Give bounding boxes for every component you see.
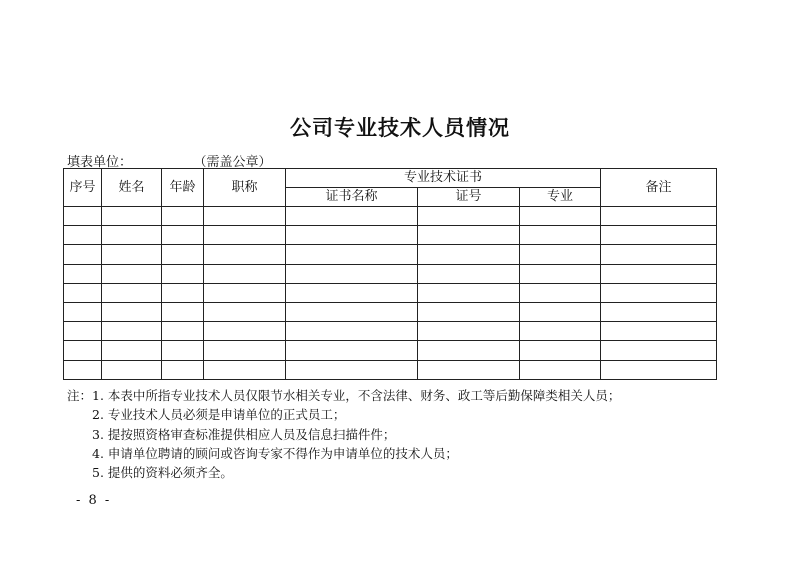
page-title: 公司专业技术人员情况: [290, 116, 510, 140]
table-cell[interactable]: [162, 322, 204, 341]
table-cell[interactable]: [204, 283, 286, 302]
table-cell[interactable]: [286, 341, 418, 360]
table-row: [64, 283, 717, 302]
table-row: [64, 226, 717, 245]
table-cell[interactable]: [601, 245, 717, 264]
table-cell[interactable]: [418, 207, 520, 226]
page-number: - 8 -: [76, 493, 112, 508]
table-cell[interactable]: [64, 283, 102, 302]
table-cell[interactable]: [102, 302, 162, 321]
table-cell[interactable]: [286, 226, 418, 245]
table-cell[interactable]: [162, 360, 204, 379]
table-cell[interactable]: [601, 341, 717, 360]
fill-in-label: 填表单位：: [67, 155, 133, 170]
table-cell[interactable]: [64, 360, 102, 379]
note-line: 注：1. 本表中所指专业技术人员仅限节水相关专业，不含法律、财务、政工等后勤保障类相关人员；: [67, 388, 621, 403]
table-cell[interactable]: [162, 226, 204, 245]
note-line: 2. 专业技术人员必须是申请单位的正式员工；: [92, 407, 346, 423]
table-cell[interactable]: [418, 360, 520, 379]
staff-table: [63, 168, 717, 380]
table-cell[interactable]: [102, 245, 162, 264]
table-cell[interactable]: [162, 341, 204, 360]
table-cell[interactable]: [102, 207, 162, 226]
table-cell[interactable]: [64, 207, 102, 226]
table-cell[interactable]: [204, 264, 286, 283]
table-cell[interactable]: [520, 302, 601, 321]
table-cell[interactable]: [418, 283, 520, 302]
table-cell[interactable]: [64, 322, 102, 341]
header-name: 姓名: [102, 169, 162, 207]
table-row: [64, 207, 717, 226]
table-cell[interactable]: [64, 264, 102, 283]
header-age: 年龄: [162, 169, 204, 207]
table-cell[interactable]: [64, 302, 102, 321]
header-row: [64, 169, 717, 188]
table-cell[interactable]: [418, 341, 520, 360]
table-cell[interactable]: [601, 264, 717, 283]
table-cell[interactable]: [418, 302, 520, 321]
table-row: [64, 360, 717, 379]
table-cell[interactable]: [162, 264, 204, 283]
table-cell[interactable]: [102, 283, 162, 302]
header-seq: 序号: [64, 169, 102, 207]
table-cell[interactable]: [162, 283, 204, 302]
table-cell[interactable]: [286, 207, 418, 226]
table-cell[interactable]: [520, 226, 601, 245]
header-cert-group: 专业技术证书: [286, 169, 601, 188]
header-position: 职称: [204, 169, 286, 207]
table-row: [64, 341, 717, 360]
table-cell[interactable]: [204, 360, 286, 379]
table-cell[interactable]: [520, 322, 601, 341]
note-line: 3. 提按照资格审查标准提供相应人员及信息扫描件件；: [92, 426, 396, 442]
table-cell[interactable]: [520, 360, 601, 379]
table-row: [64, 322, 717, 341]
table-cell[interactable]: [601, 226, 717, 245]
table-cell[interactable]: [204, 207, 286, 226]
table-cell[interactable]: [162, 245, 204, 264]
table-row: [64, 264, 717, 283]
table-cell[interactable]: [162, 207, 204, 226]
table-cell[interactable]: [102, 264, 162, 283]
table-cell[interactable]: [601, 360, 717, 379]
table-cell[interactable]: [102, 360, 162, 379]
seal-note: （需盖公章）: [200, 155, 272, 170]
table-cell[interactable]: [520, 264, 601, 283]
table-cell[interactable]: [520, 341, 601, 360]
table-cell[interactable]: [204, 302, 286, 321]
table-cell[interactable]: [286, 322, 418, 341]
table-cell[interactable]: [601, 302, 717, 321]
header-major: 专业: [520, 188, 601, 207]
table-cell[interactable]: [601, 283, 717, 302]
table-cell[interactable]: [418, 226, 520, 245]
table-cell[interactable]: [520, 245, 601, 264]
table-cell[interactable]: [418, 264, 520, 283]
table-cell[interactable]: [64, 245, 102, 264]
table-body: [64, 207, 717, 380]
table-cell[interactable]: [64, 226, 102, 245]
table-cell[interactable]: [286, 245, 418, 264]
note-line: 5. 提供的资料必须齐全。: [92, 465, 233, 481]
table-cell[interactable]: [102, 226, 162, 245]
table-cell[interactable]: [286, 360, 418, 379]
table-cell[interactable]: [601, 322, 717, 341]
table-cell[interactable]: [418, 322, 520, 341]
table-row: [64, 245, 717, 264]
table-cell[interactable]: [162, 302, 204, 321]
table-cell[interactable]: [64, 341, 102, 360]
table-cell[interactable]: [418, 245, 520, 264]
header-cert-name: 证书名称: [286, 188, 418, 207]
table-cell[interactable]: [286, 283, 418, 302]
table-cell[interactable]: [204, 322, 286, 341]
table-cell[interactable]: [102, 341, 162, 360]
table-cell[interactable]: [520, 207, 601, 226]
table-cell[interactable]: [286, 264, 418, 283]
table-cell[interactable]: [204, 226, 286, 245]
table-cell[interactable]: [102, 322, 162, 341]
table-cell[interactable]: [520, 283, 601, 302]
header-cert-no: 证号: [418, 188, 520, 207]
table-row: [64, 302, 717, 321]
table-cell[interactable]: [286, 302, 418, 321]
header-remarks: 备注: [601, 169, 717, 207]
table-cell[interactable]: [204, 245, 286, 264]
note-line: 4. 申请单位聘请的顾问或咨询专家不得作为申请单位的技术人员；: [92, 445, 458, 461]
notes: [67, 386, 620, 482]
table-cell[interactable]: [204, 341, 286, 360]
table-cell[interactable]: [601, 207, 717, 226]
